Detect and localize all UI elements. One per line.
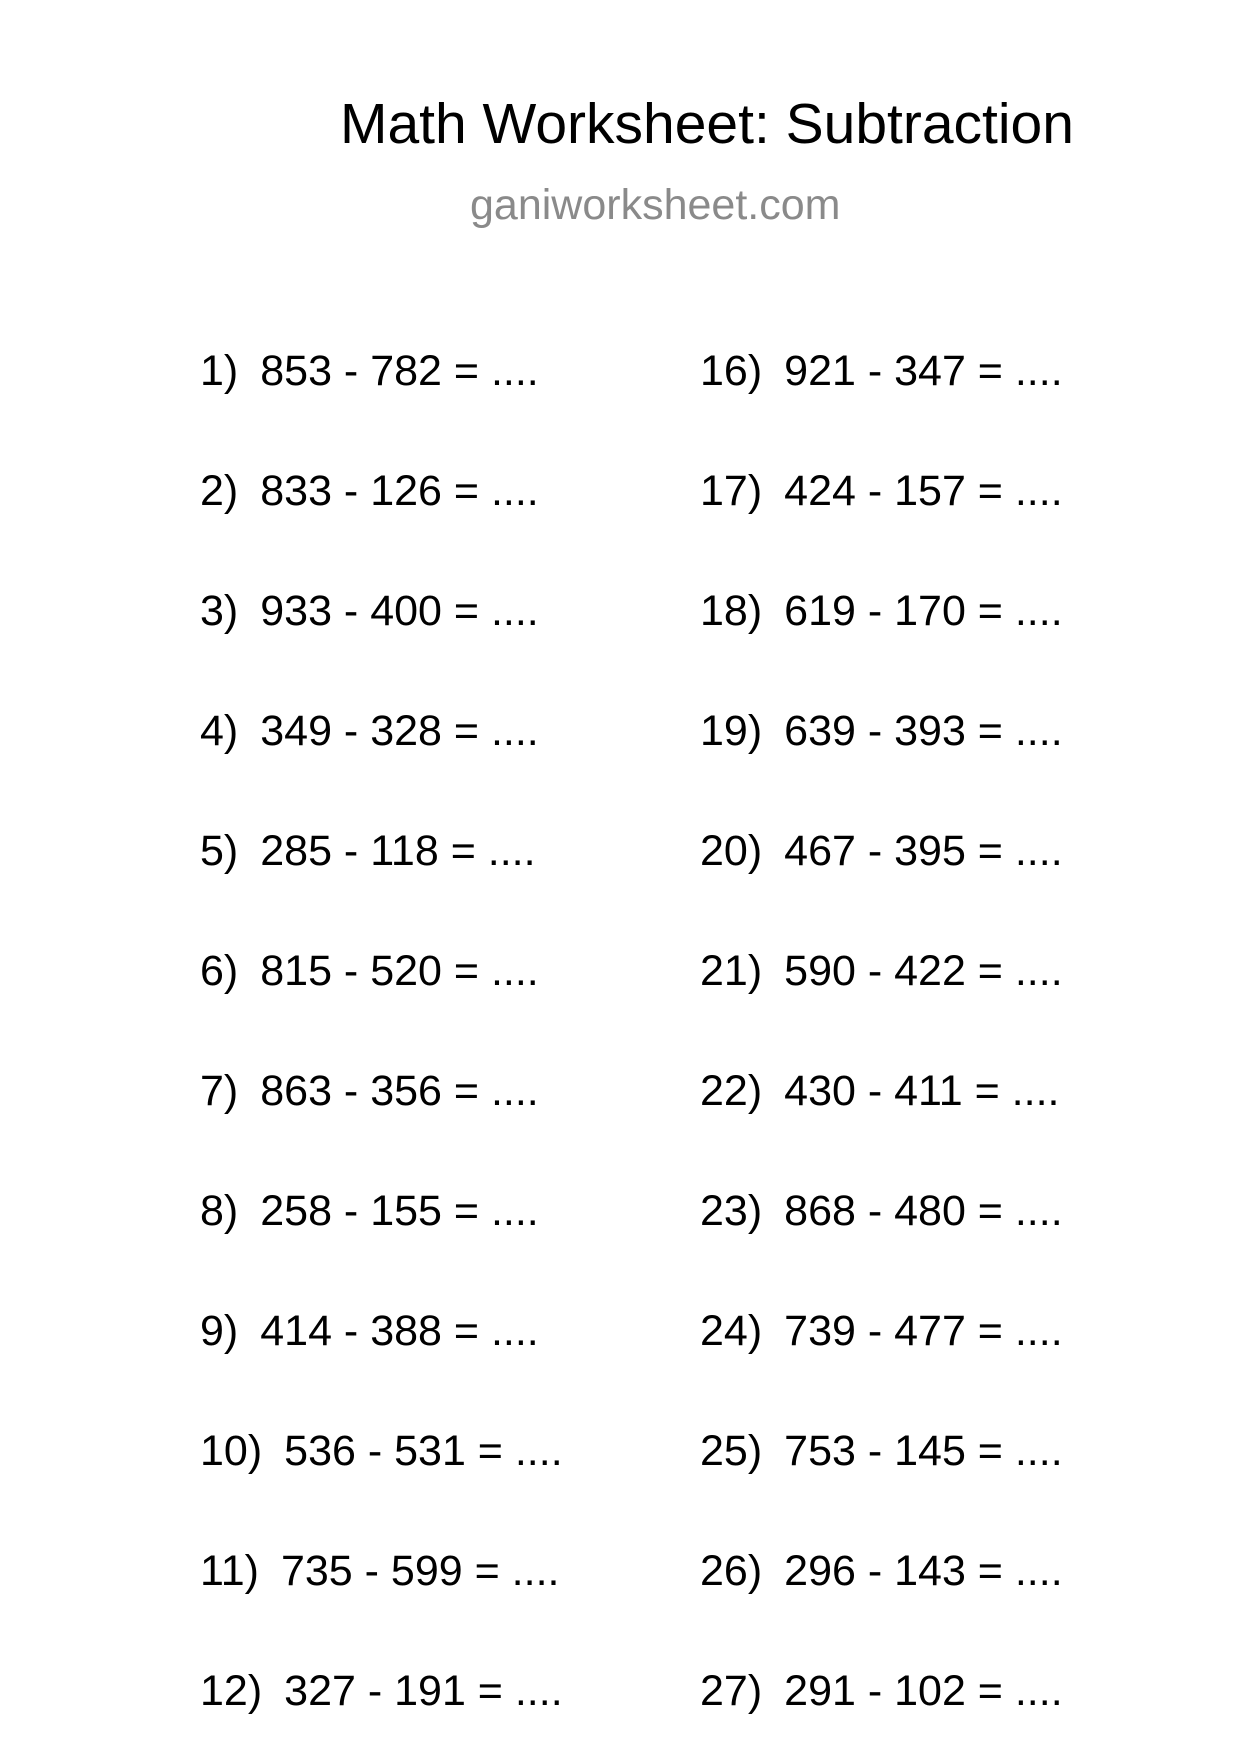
problem-item [200,1067,539,1115]
problem-expression: 430 - 411 = .... [784,1067,1060,1115]
problem-number: 26) [700,1547,763,1595]
problem-expression: 853 - 782 = .... [260,347,539,395]
problem-expression: 868 - 480 = .... [784,1187,1063,1235]
problem-number: 21) [700,947,763,995]
problem-number: 19) [700,707,763,755]
problem-expression: 863 - 356 = .... [260,1067,539,1115]
problem-item [200,1427,563,1475]
source-website: ganiworksheet.com [470,181,841,229]
problem-number: 16) [700,347,763,395]
problem-item [200,1307,539,1355]
problem-number: 5) [200,827,239,875]
problem-expression: 296 - 143 = .... [784,1547,1063,1595]
problem-item [700,827,1063,875]
problem-item [700,1187,1063,1235]
problem-number: 12) [200,1667,263,1715]
problem-number: 7) [200,1067,239,1115]
problem-item [700,1307,1063,1355]
problem-number: 22) [700,1067,763,1115]
problem-number: 25) [700,1427,763,1475]
problem-item [700,1067,1060,1115]
problem-expression: 424 - 157 = .... [784,467,1063,515]
problem-number: 8) [200,1187,239,1235]
problem-item [200,707,539,755]
problem-item [700,1547,1063,1595]
problem-expression: 921 - 347 = .... [784,347,1063,395]
problem-number: 4) [200,707,239,755]
problem-item [700,347,1063,395]
worksheet-title: Math Worksheet: Subtraction [340,92,1074,156]
problem-number: 23) [700,1187,763,1235]
problem-item [700,587,1063,635]
problem-item [700,1667,1063,1715]
problem-number: 1) [200,347,239,395]
problem-number: 2) [200,467,239,515]
problem-expression: 349 - 328 = .... [260,707,539,755]
problem-item [700,1427,1063,1475]
problem-item [700,467,1063,515]
problem-number: 18) [700,587,763,635]
problem-expression: 753 - 145 = .... [784,1427,1063,1475]
problem-expression: 536 - 531 = .... [284,1427,563,1475]
problem-number: 17) [700,467,763,515]
problem-item [200,1547,560,1595]
problem-number: 6) [200,947,239,995]
problem-expression: 619 - 170 = .... [784,587,1063,635]
problem-number: 9) [200,1307,239,1355]
problem-item [200,827,536,875]
problem-expression: 739 - 477 = .... [784,1307,1063,1355]
problem-expression: 291 - 102 = .... [784,1667,1063,1715]
problem-expression: 735 - 599 = .... [280,1547,560,1595]
problem-item [200,1667,563,1715]
problem-expression: 833 - 126 = .... [260,467,539,515]
problem-expression: 327 - 191 = .... [284,1667,563,1715]
problem-expression: 639 - 393 = .... [784,707,1063,755]
problem-number: 24) [700,1307,763,1355]
problem-item [200,1187,539,1235]
problem-number: 10) [200,1427,263,1475]
problem-list [0,347,1240,1754]
problem-number: 27) [700,1667,763,1715]
problem-expression: 258 - 155 = .... [260,1187,539,1235]
problem-item [200,947,539,995]
problem-item [700,947,1063,995]
problem-item [700,707,1063,755]
problem-number: 11) [200,1547,259,1595]
problem-number: 20) [700,827,763,875]
problem-expression: 414 - 388 = .... [260,1307,539,1355]
problem-expression: 285 - 118 = .... [260,827,536,875]
problem-expression: 815 - 520 = .... [260,947,539,995]
problem-expression: 933 - 400 = .... [260,587,539,635]
problem-item [200,467,539,515]
problem-number: 3) [200,587,239,635]
problem-expression: 590 - 422 = .... [784,947,1063,995]
problem-item [200,347,539,395]
problem-expression: 467 - 395 = .... [784,827,1063,875]
problem-item [200,587,539,635]
